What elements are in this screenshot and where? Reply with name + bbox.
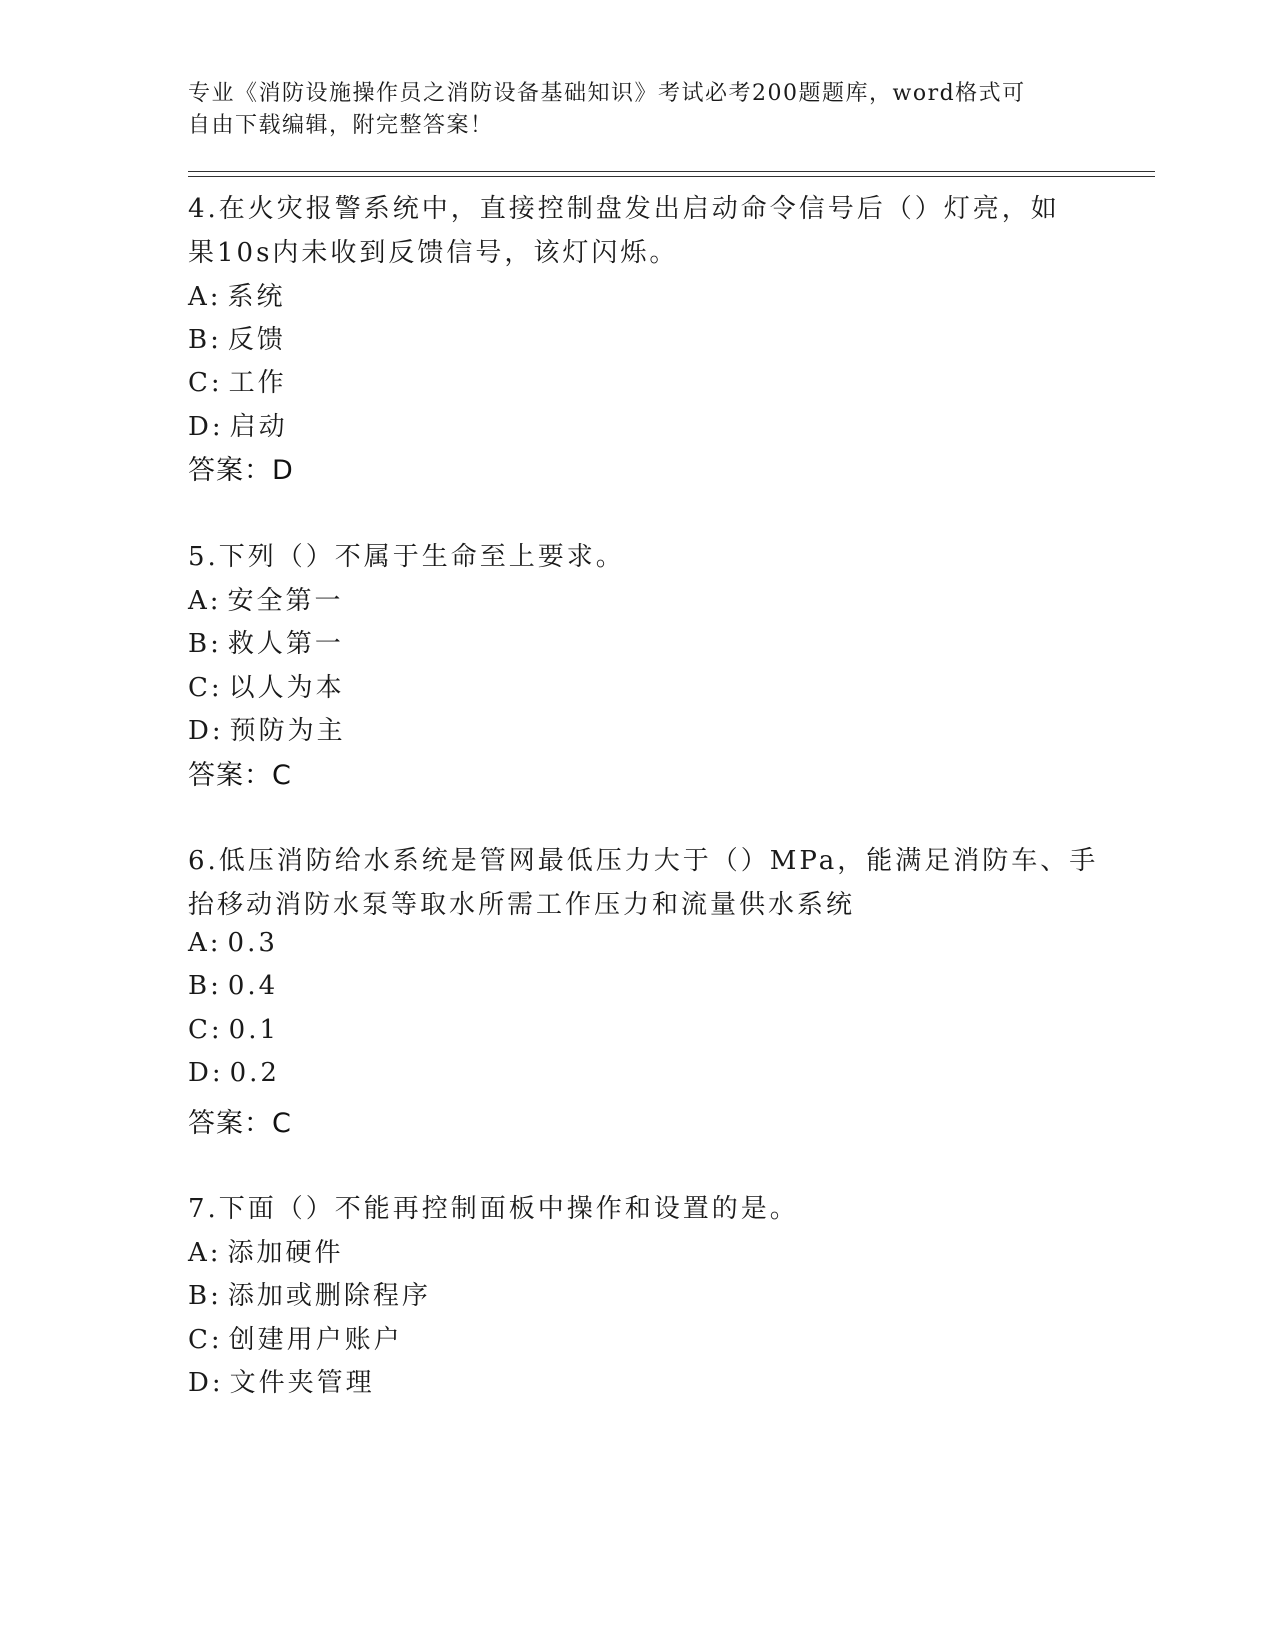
option-label: A: (188, 1238, 222, 1268)
option-text: 预防为主 (229, 716, 346, 746)
question-6-option-b (188, 971, 278, 1001)
question-7-option-d (188, 1362, 375, 1399)
option-label: B: (188, 971, 222, 1001)
option-text: 创建用户账户 (228, 1325, 403, 1355)
option-label: D: (188, 716, 224, 746)
option-label: B: (188, 629, 222, 659)
option-label: D: (188, 1058, 224, 1088)
option-text: 启动 (229, 412, 288, 442)
question-6-stem-line-2: 抬移动消防水泵等取水所需工作压力和流量供水系统 (188, 890, 856, 920)
option-text: 工作 (228, 368, 287, 398)
option-label: C: (188, 673, 223, 703)
question-4-option-c (188, 362, 287, 399)
header-divider-bottom (188, 176, 1155, 177)
question-4-answer: 答案：D (188, 455, 294, 486)
header-divider-top (188, 171, 1155, 172)
question-4-stem-line-2: 果10s内未收到反馈信号，该灯闪烁。 (188, 238, 679, 268)
option-label: A: (188, 928, 222, 958)
question-6-option-a (188, 928, 278, 958)
header-title-line-1: 专业《消防设施操作员之消防设备基础知识》考试必考200题题库，word格式可 (188, 81, 1026, 106)
option-text: 以人为本 (228, 673, 345, 703)
option-text: 文件夹管理 (229, 1368, 375, 1398)
option-label: D: (188, 1368, 224, 1398)
question-5-option-d (188, 710, 346, 747)
question-7-option-c (188, 1319, 403, 1356)
option-label: C: (188, 1015, 223, 1045)
option-text: 添加硬件 (227, 1238, 344, 1268)
option-label: A: (188, 586, 222, 616)
question-6-stem-line-1: 6.低压消防给水系统是管网最低压力大于（）MPa，能满足消防车、手 (188, 846, 1099, 876)
option-label: C: (188, 1325, 223, 1355)
question-5-option-b (188, 623, 344, 660)
header-title-line-2: 自由下载编辑，附完整答案！ (188, 113, 494, 138)
option-text: 系统 (227, 282, 286, 312)
question-5-answer: 答案：C (188, 760, 292, 791)
option-text: 反馈 (227, 325, 286, 355)
option-text: 0.2 (229, 1058, 280, 1088)
question-6-option-c (188, 1015, 279, 1045)
option-label: A: (188, 282, 222, 312)
question-6-option-d (188, 1058, 280, 1088)
option-text: 0.1 (228, 1015, 280, 1045)
option-label: B: (188, 325, 222, 355)
option-text: 救人第一 (227, 629, 344, 659)
option-label: D: (188, 412, 224, 442)
question-7-option-b (188, 1275, 431, 1312)
question-4-option-b (188, 319, 286, 356)
option-label: C: (188, 368, 223, 398)
question-5-option-c (188, 667, 345, 704)
option-text: 0.3 (227, 928, 278, 958)
option-text: 0.4 (227, 971, 279, 1001)
question-4-stem-line-1: 4.在火灾报警系统中，直接控制盘发出启动命令信号后（）灯亮，如 (188, 194, 1060, 224)
question-4-option-d (188, 406, 288, 443)
question-4-option-a (188, 276, 286, 313)
question-7-stem: 7.下面（）不能再控制面板中操作和设置的是。 (188, 1194, 799, 1224)
option-text: 安全第一 (227, 586, 344, 616)
option-label: B: (188, 1281, 222, 1311)
question-5-option-a (188, 580, 344, 617)
question-7-option-a (188, 1232, 344, 1269)
question-6-answer: 答案：C (188, 1108, 292, 1139)
question-5-stem: 5.下列（）不属于生命至上要求。 (188, 542, 625, 572)
option-text: 添加或删除程序 (227, 1281, 431, 1311)
